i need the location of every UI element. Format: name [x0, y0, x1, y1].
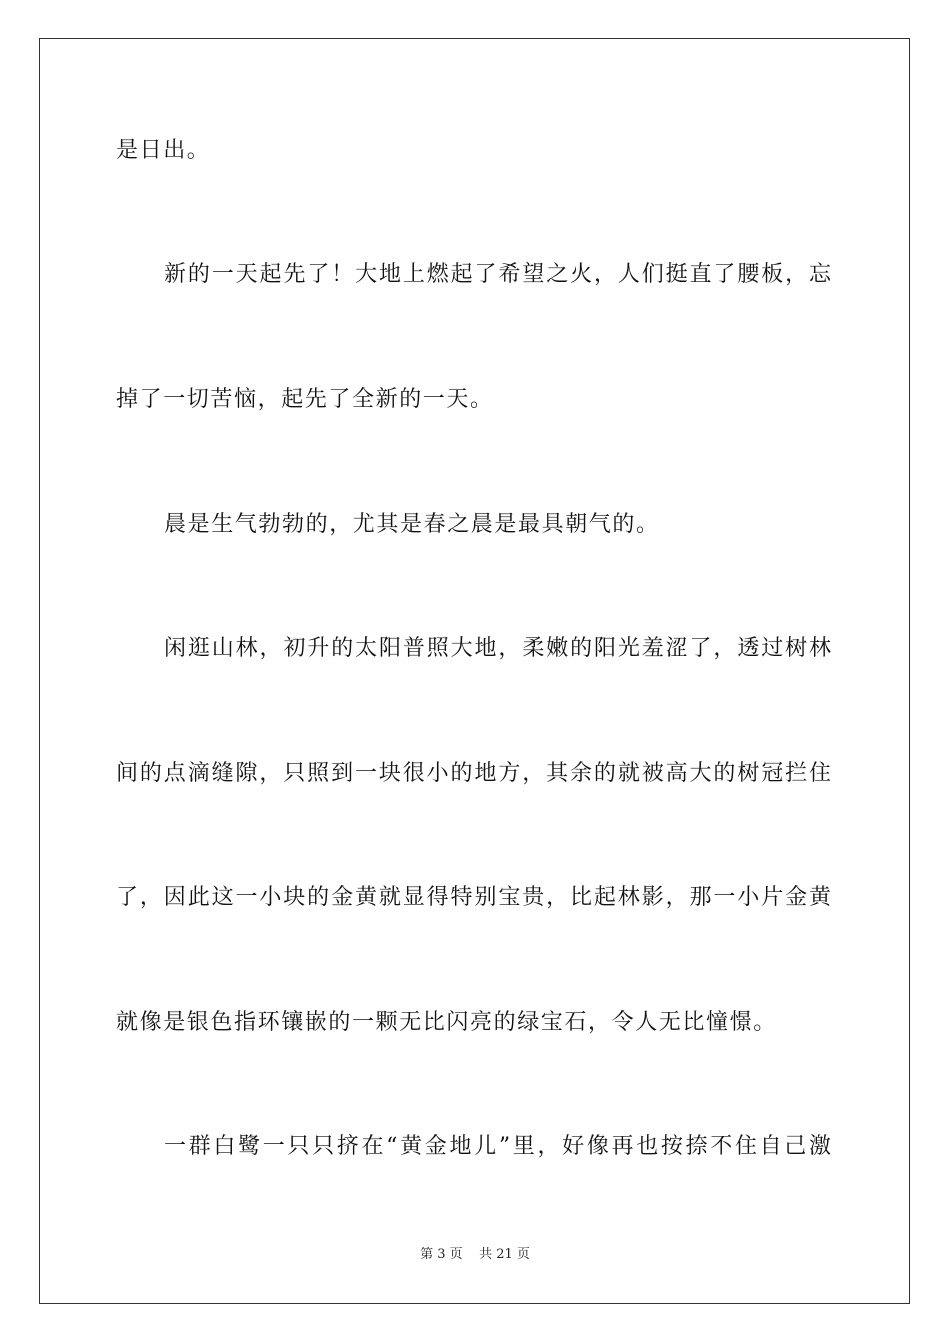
- text-line: 就像是银色指环镶嵌的一颗无比闪亮的绿宝石，令人无比憧憬。: [116, 1010, 777, 1035]
- text-line: 了，因此这一小块的金黄就显得特别宝贵，比起林影，那一小片金黄: [116, 885, 831, 910]
- text-line: 晨是生气勃勃的，尤其是春之晨是最具朝气的。: [164, 512, 660, 537]
- text-line: 闲逛山林，初升的太阳普照大地，柔嫩的阳光羞涩了，透过树林: [164, 636, 831, 661]
- text-line: 一群白鹭一只只挤在“黄金地儿”里，好像再也按捺不住自己激: [164, 1134, 831, 1159]
- text-line: 掉了一切苦恼，起先了全新的一天。: [116, 387, 494, 412]
- text-line: 是日出。: [116, 138, 211, 163]
- page-number-footer: 第 3 页 共 21 页: [420, 1247, 530, 1262]
- text-line: 间的点滴缝隙，只照到一块很小的地方，其余的就被高大的树冠拦住: [116, 761, 831, 786]
- text-line: 新的一天起先了！大地上燃起了希望之火，人们挺直了腰板，忘: [164, 262, 831, 287]
- page-border: [39, 38, 910, 1304]
